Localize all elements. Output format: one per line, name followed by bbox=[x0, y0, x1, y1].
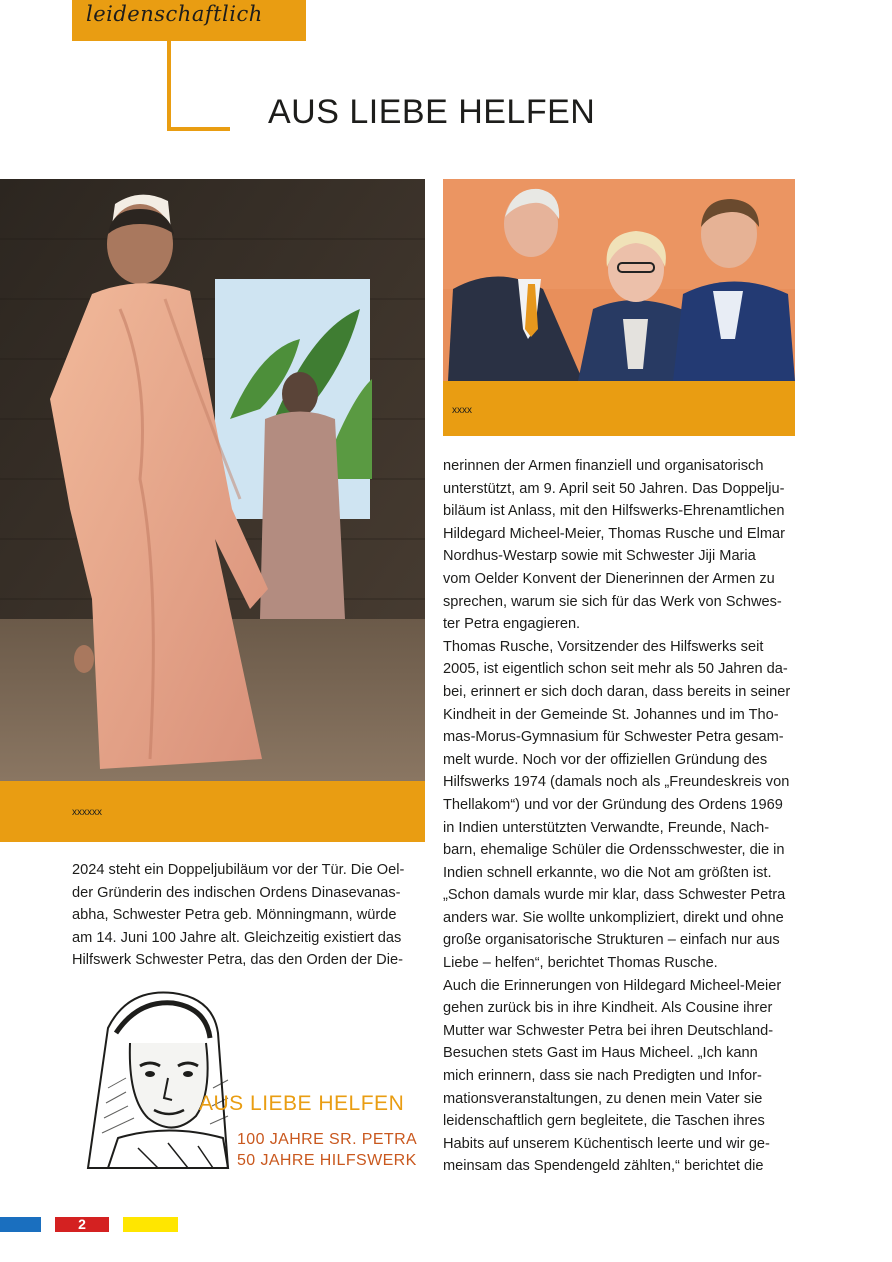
text-line: der Gründerin des indischen Ordens Dinasevanas- bbox=[72, 884, 401, 901]
text-line: leidenschaftlich gern begleitete, die Taschen ihres bbox=[443, 1113, 765, 1130]
text-line: biläum ist Anlass, mit den Hilfswerks-Ehrenamtlichen bbox=[443, 503, 785, 520]
text-line: unterstützt, am 9. April seit 50 Jahren. Das Doppelju- bbox=[443, 480, 785, 497]
page-number: 2 bbox=[78, 1216, 86, 1232]
text-line: Besuchen stets Gast im Haus Micheel. „Ich kann bbox=[443, 1045, 758, 1062]
logo-title: AUS LIEBE HELFEN bbox=[199, 1092, 405, 1115]
text-line: meinsam das Spendengeld zählten,“ berichtet die bbox=[443, 1158, 764, 1175]
photo-volunteers-illustration bbox=[443, 179, 795, 381]
text-line: mationsveranstaltungen, zu denen mein Vater sie bbox=[443, 1090, 763, 1107]
text-line: bei, erinnert er sich doch daran, dass bereits in seiner bbox=[443, 683, 791, 700]
page-title: AUS LIEBE HELFEN bbox=[268, 93, 596, 131]
text-line: 2005, ist eigentlich schon seit mehr als 50 Jahren da- bbox=[443, 661, 788, 678]
section-tag: leidenschaftlich bbox=[86, 2, 263, 26]
text-line: Habits auf unserem Küchentisch leerte und wir ge- bbox=[443, 1135, 770, 1152]
header-accent-horizontal-line bbox=[167, 127, 230, 131]
text-line: anders war. Sie wollte unkompliziert, direkt und ohne bbox=[443, 909, 784, 926]
text-line: sprechen, warum sie sich für das Werk von Schwes- bbox=[443, 593, 782, 610]
text-line: Kindheit in der Gemeinde St. Johannes und im Tho- bbox=[443, 706, 779, 723]
footer-color-bar-yellow bbox=[123, 1217, 178, 1232]
text-line: Auch die Erinnerungen von Hildegard Micheel-Meier bbox=[443, 977, 782, 994]
text-line: Hilfswerk Schwester Petra, das den Orden der Die- bbox=[72, 952, 403, 969]
text-line: Mutter war Schwester Petra bei ihren Deutschland- bbox=[443, 1022, 774, 1039]
text-line: gehen zurück bis in ihre Kindheit. Als Cousine ihrer bbox=[443, 1000, 773, 1017]
text-line: in Indien unterstützten Verwandte, Freunde, Nach- bbox=[443, 819, 770, 836]
text-line: „Schon damals wurde mir klar, dass Schwester Petra bbox=[443, 887, 786, 904]
text-line: Thomas Rusche, Vorsitzender des Hilfswerks seit bbox=[443, 638, 764, 655]
text-line: mich erinnern, dass sie nach Predigten und Infor- bbox=[443, 1068, 762, 1085]
photo-sister-petra-illustration bbox=[0, 179, 425, 781]
text-line: nerinnen der Armen finanziell und organisatorisch bbox=[443, 458, 764, 474]
intro-paragraph bbox=[72, 859, 404, 972]
photo-caption-left: xxxxxx bbox=[72, 807, 102, 818]
photo-caption-right: xxxx bbox=[452, 405, 472, 416]
article-right-column bbox=[443, 455, 790, 1178]
text-line: melt wurde. Noch vor der offiziellen Gründung des bbox=[443, 751, 768, 768]
photo-caption-bar-left bbox=[0, 781, 425, 842]
text-line: Hilfswerks 1974 (damals noch als „Freundeskreis von bbox=[443, 774, 790, 791]
text-line: Hildegard Micheel-Meier, Thomas Rusche und Elmar bbox=[443, 525, 786, 542]
logo-subtitle-relief-org: 50 JAHRE HILFSWERK bbox=[237, 1152, 417, 1169]
text-line: vom Oelder Konvent der Dienerinnen der Armen zu bbox=[443, 570, 775, 587]
text-line: barn, ehemalige Schüler die Ordensschwester, die in bbox=[443, 842, 785, 859]
text-line: mas-Morus-Gymnasium für Schwester Petra gesam- bbox=[443, 729, 784, 746]
text-line: 2024 steht ein Doppeljubiläum vor der Tür. Die Oel- bbox=[72, 862, 405, 878]
text-line: ter Petra engagieren. bbox=[443, 616, 581, 633]
text-line: Thellakom“) und vor der Gründung des Ordens 1969 bbox=[443, 796, 783, 813]
text-line: Nordhus-Westarp sowie mit Schwester Jiji Maria bbox=[443, 548, 756, 565]
header-accent-vertical-line bbox=[167, 41, 171, 131]
photo-caption-bar-right bbox=[443, 381, 795, 436]
text-line: große organisatorische Strukturen – einfach nur aus bbox=[443, 932, 780, 949]
text-line: Indien schnell erkannte, wo die Not am größten ist. bbox=[443, 864, 772, 881]
text-line: Liebe – helfen“, berichtet Thomas Rusche. bbox=[443, 955, 718, 972]
photo-sister-petra bbox=[0, 179, 425, 781]
text-line: abha, Schwester Petra geb. Mönningmann, würde bbox=[72, 907, 397, 924]
footer-color-bar-blue bbox=[0, 1217, 41, 1232]
text-line: am 14. Juni 100 Jahre alt. Gleichzeitig existiert das bbox=[72, 929, 402, 946]
photo-volunteers-group bbox=[443, 179, 795, 381]
logo-subtitle-anniversary: 100 JAHRE SR. PETRA bbox=[237, 1131, 418, 1148]
